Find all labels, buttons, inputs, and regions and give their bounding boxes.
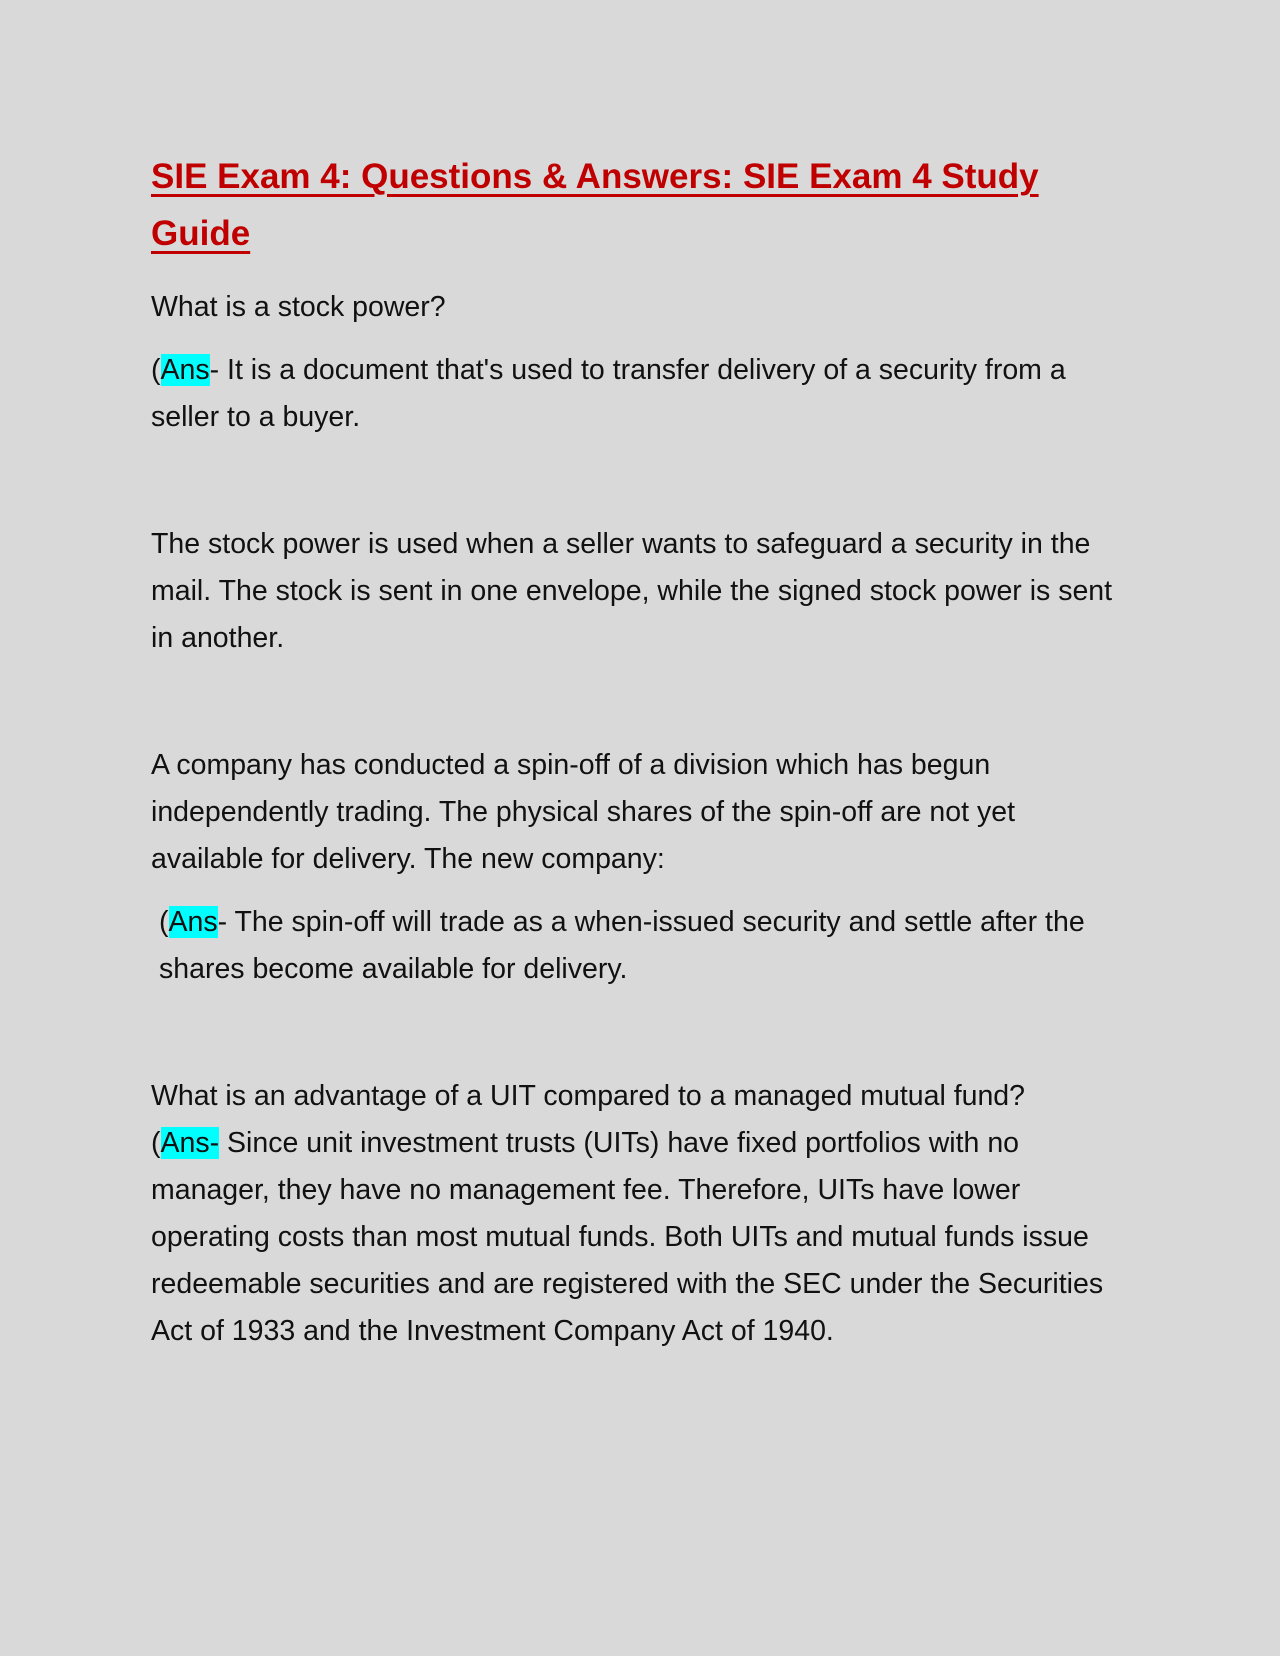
document-title: SIE Exam 4: Questions & Answers: SIE Exam 4 Study Guide bbox=[151, 157, 1039, 253]
answer-open-paren: ( bbox=[159, 906, 169, 938]
question-3: What is an advantage of a UIT compared to a managed mutual fund? bbox=[151, 1080, 1026, 1112]
answer-open-paren: ( bbox=[151, 354, 161, 386]
answer-highlight-tag: Ans bbox=[168, 906, 218, 938]
answer-3-text: Since unit investment trusts (UITs) have fixed portfolios with no manager, they have no management fee. Therefore, UITs have lower operating costs than most mutual funds. Both UITs and mutual funds issue redeemable securities and are registered with the SEC under the Securities Act of 1933 and the Investment Company Act of 1940. bbox=[151, 1127, 1104, 1347]
explanation-paragraph: The stock power is used when a seller wants to safeguard a security in the mail. The stock is sent in one envelope, while the signed stock power is sent in another. bbox=[151, 528, 1113, 654]
question-1: What is a stock power? bbox=[151, 291, 446, 323]
document-content bbox=[151, 148, 1131, 1355]
answer-3 bbox=[151, 1120, 1131, 1355]
answer-2-text: - The spin-off will trade as a when-issued security and settle after the shares become available for delivery. bbox=[159, 906, 1085, 985]
answer-2 bbox=[151, 899, 1131, 993]
answer-highlight-tag: Ans bbox=[160, 354, 210, 386]
answer-1 bbox=[151, 347, 1131, 441]
question-2: A company has conducted a spin-off of a division which has begun independently trading. The physical shares of the spin-off are not yet available for delivery. The new company: bbox=[151, 749, 1015, 875]
answer-highlight-tag: Ans- bbox=[160, 1127, 220, 1159]
answer-1-text: - It is a document that's used to transfer delivery of a security from a seller to a buyer. bbox=[151, 354, 1066, 433]
answer-open-paren: ( bbox=[151, 1127, 161, 1159]
